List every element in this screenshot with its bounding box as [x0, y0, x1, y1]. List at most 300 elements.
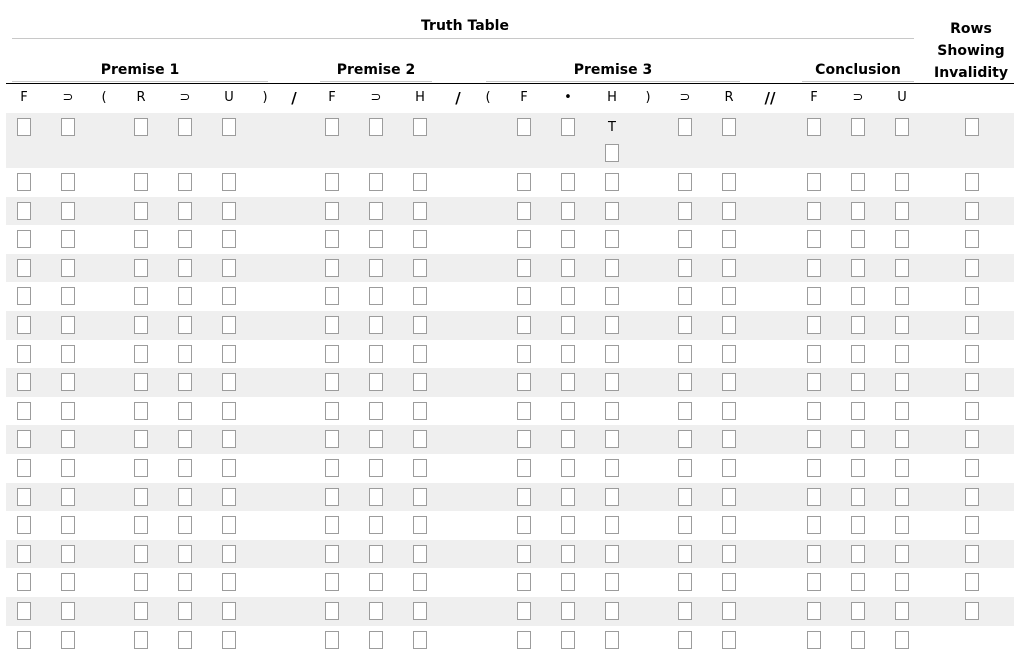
truth-value-input[interactable]	[895, 316, 909, 334]
truth-value-input[interactable]	[807, 488, 821, 506]
truth-value-input[interactable]	[807, 430, 821, 448]
truth-value-input[interactable]	[61, 402, 75, 420]
truth-value-input[interactable]	[222, 173, 236, 191]
truth-value-input[interactable]	[517, 202, 531, 220]
truth-value-input[interactable]	[561, 373, 575, 391]
truth-value-input[interactable]	[178, 287, 192, 305]
truth-value-input[interactable]	[17, 345, 31, 363]
truth-value-input[interactable]	[722, 287, 736, 305]
truth-value-input[interactable]	[222, 430, 236, 448]
truth-value-input[interactable]	[17, 173, 31, 191]
truth-value-input[interactable]	[722, 573, 736, 591]
truth-value-input[interactable]	[369, 202, 383, 220]
truth-value-input[interactable]	[61, 202, 75, 220]
truth-value-input[interactable]	[413, 631, 427, 649]
truth-value-input[interactable]	[17, 631, 31, 649]
truth-value-input[interactable]	[178, 259, 192, 277]
truth-value-input[interactable]	[17, 459, 31, 477]
truth-value-input[interactable]	[517, 488, 531, 506]
truth-value-input[interactable]	[413, 516, 427, 534]
truth-value-input[interactable]	[851, 259, 865, 277]
truth-value-input[interactable]	[895, 545, 909, 563]
truth-value-input[interactable]	[851, 202, 865, 220]
truth-value-input[interactable]	[325, 316, 339, 334]
truth-value-input[interactable]	[807, 602, 821, 620]
truth-value-input[interactable]	[807, 287, 821, 305]
truth-value-input[interactable]	[605, 259, 619, 277]
truth-value-input[interactable]	[325, 259, 339, 277]
truth-value-input[interactable]	[61, 545, 75, 563]
invalidity-checkbox[interactable]	[965, 118, 979, 136]
truth-value-input[interactable]	[678, 118, 692, 136]
truth-value-input[interactable]	[517, 459, 531, 477]
truth-value-input[interactable]	[678, 573, 692, 591]
truth-value-input[interactable]	[17, 573, 31, 591]
truth-value-input[interactable]	[17, 230, 31, 248]
truth-value-input[interactable]	[325, 402, 339, 420]
truth-value-input[interactable]	[807, 402, 821, 420]
truth-value-input[interactable]	[561, 459, 575, 477]
truth-value-input[interactable]	[369, 316, 383, 334]
invalidity-checkbox[interactable]	[965, 173, 979, 191]
truth-value-input[interactable]	[722, 602, 736, 620]
truth-value-input[interactable]	[17, 259, 31, 277]
truth-value-input[interactable]	[61, 287, 75, 305]
truth-value-input[interactable]	[561, 345, 575, 363]
truth-value-input[interactable]	[722, 488, 736, 506]
truth-value-input[interactable]	[678, 488, 692, 506]
truth-value-input[interactable]	[369, 573, 383, 591]
truth-value-input[interactable]	[17, 488, 31, 506]
invalidity-checkbox[interactable]	[965, 545, 979, 563]
truth-value-input[interactable]	[722, 173, 736, 191]
truth-value-input[interactable]	[605, 287, 619, 305]
truth-value-input[interactable]	[134, 345, 148, 363]
truth-value-input[interactable]	[678, 316, 692, 334]
truth-value-input[interactable]	[134, 118, 148, 136]
truth-value-input[interactable]	[413, 488, 427, 506]
truth-value-input[interactable]	[561, 573, 575, 591]
truth-value-input[interactable]	[413, 287, 427, 305]
truth-value-input[interactable]	[678, 516, 692, 534]
truth-value-input[interactable]	[178, 573, 192, 591]
truth-value-input[interactable]	[807, 316, 821, 334]
truth-value-input[interactable]	[851, 230, 865, 248]
truth-value-input[interactable]	[17, 545, 31, 563]
truth-value-input[interactable]	[851, 545, 865, 563]
truth-value-input[interactable]	[517, 345, 531, 363]
truth-value-input[interactable]	[722, 373, 736, 391]
truth-value-input[interactable]	[895, 173, 909, 191]
truth-value-input[interactable]	[605, 202, 619, 220]
truth-value-input[interactable]	[851, 173, 865, 191]
truth-value-input[interactable]	[851, 631, 865, 649]
truth-value-input[interactable]	[605, 459, 619, 477]
truth-value-input[interactable]	[678, 459, 692, 477]
truth-value-input[interactable]	[851, 287, 865, 305]
truth-value-input[interactable]	[178, 173, 192, 191]
truth-value-input[interactable]	[561, 118, 575, 136]
truth-value-input[interactable]	[178, 430, 192, 448]
invalidity-checkbox[interactable]	[965, 402, 979, 420]
truth-value-input[interactable]	[895, 488, 909, 506]
truth-value-input[interactable]	[134, 516, 148, 534]
truth-value-input[interactable]	[605, 345, 619, 363]
truth-value-input[interactable]	[369, 373, 383, 391]
truth-value-input[interactable]	[678, 631, 692, 649]
truth-value-input[interactable]	[895, 602, 909, 620]
truth-value-input[interactable]	[895, 516, 909, 534]
truth-value-input[interactable]	[178, 316, 192, 334]
truth-value-input[interactable]	[134, 459, 148, 477]
truth-value-input[interactable]	[851, 118, 865, 136]
truth-value-input[interactable]	[561, 230, 575, 248]
truth-value-input[interactable]	[561, 316, 575, 334]
invalidity-checkbox[interactable]	[965, 516, 979, 534]
truth-value-input[interactable]	[678, 602, 692, 620]
truth-value-input[interactable]	[722, 345, 736, 363]
truth-value-input[interactable]	[678, 287, 692, 305]
truth-value-input[interactable]	[61, 602, 75, 620]
truth-value-input[interactable]	[61, 345, 75, 363]
truth-value-input[interactable]	[517, 516, 531, 534]
truth-value-input[interactable]	[722, 202, 736, 220]
truth-value-input[interactable]	[851, 516, 865, 534]
truth-value-input[interactable]	[895, 573, 909, 591]
truth-value-input[interactable]	[369, 287, 383, 305]
truth-value-input[interactable]	[134, 573, 148, 591]
truth-value-input[interactable]	[722, 631, 736, 649]
truth-value-input[interactable]	[895, 202, 909, 220]
truth-value-input[interactable]	[807, 118, 821, 136]
invalidity-checkbox[interactable]	[965, 459, 979, 477]
truth-value-input[interactable]	[722, 316, 736, 334]
truth-value-input[interactable]	[895, 430, 909, 448]
truth-value-input[interactable]	[807, 202, 821, 220]
truth-value-input[interactable]	[134, 631, 148, 649]
truth-value-input[interactable]	[17, 402, 31, 420]
truth-value-input[interactable]	[17, 602, 31, 620]
invalidity-checkbox[interactable]	[965, 602, 979, 620]
truth-value-input[interactable]	[517, 573, 531, 591]
truth-value-input[interactable]	[17, 316, 31, 334]
truth-value-input[interactable]	[61, 373, 75, 391]
truth-value-input[interactable]	[61, 516, 75, 534]
invalidity-checkbox[interactable]	[965, 345, 979, 363]
truth-value-input[interactable]	[413, 545, 427, 563]
truth-value-input[interactable]	[517, 230, 531, 248]
truth-value-input[interactable]	[807, 573, 821, 591]
truth-value-input[interactable]	[722, 430, 736, 448]
truth-value-input[interactable]	[222, 602, 236, 620]
truth-value-input[interactable]	[134, 402, 148, 420]
truth-value-input[interactable]	[561, 202, 575, 220]
truth-value-input[interactable]	[561, 430, 575, 448]
truth-value-input[interactable]	[851, 573, 865, 591]
truth-value-input[interactable]	[413, 230, 427, 248]
truth-value-input[interactable]	[807, 631, 821, 649]
truth-value-input[interactable]	[561, 402, 575, 420]
truth-value-input[interactable]	[605, 316, 619, 334]
truth-value-input[interactable]	[895, 373, 909, 391]
truth-value-input[interactable]	[605, 373, 619, 391]
truth-value-input[interactable]	[17, 373, 31, 391]
truth-value-input[interactable]	[517, 373, 531, 391]
truth-value-input[interactable]	[178, 202, 192, 220]
truth-value-input[interactable]	[325, 516, 339, 534]
truth-value-input[interactable]	[722, 459, 736, 477]
truth-value-input[interactable]	[61, 430, 75, 448]
truth-value-input[interactable]	[178, 373, 192, 391]
truth-value-input[interactable]	[369, 631, 383, 649]
truth-value-input[interactable]	[722, 516, 736, 534]
truth-value-input[interactable]	[134, 173, 148, 191]
truth-value-input[interactable]	[222, 259, 236, 277]
truth-value-input[interactable]	[17, 118, 31, 136]
truth-value-input[interactable]	[851, 430, 865, 448]
truth-value-input[interactable]	[413, 173, 427, 191]
truth-value-input[interactable]	[222, 459, 236, 477]
truth-value-input[interactable]	[895, 631, 909, 649]
truth-value-input[interactable]	[561, 173, 575, 191]
truth-value-input[interactable]	[413, 316, 427, 334]
truth-value-input[interactable]	[722, 259, 736, 277]
truth-value-input[interactable]	[134, 373, 148, 391]
truth-value-input[interactable]	[369, 230, 383, 248]
truth-value-input[interactable]	[222, 402, 236, 420]
truth-value-input[interactable]	[722, 545, 736, 563]
truth-value-input[interactable]	[178, 230, 192, 248]
truth-value-input[interactable]	[369, 402, 383, 420]
truth-value-input[interactable]	[561, 545, 575, 563]
truth-value-input[interactable]	[678, 230, 692, 248]
invalidity-checkbox[interactable]	[965, 373, 979, 391]
truth-value-input[interactable]	[413, 373, 427, 391]
invalidity-checkbox[interactable]	[965, 316, 979, 334]
truth-value-input[interactable]	[413, 602, 427, 620]
truth-value-input[interactable]	[61, 173, 75, 191]
truth-value-input[interactable]	[678, 545, 692, 563]
truth-value-input[interactable]	[178, 488, 192, 506]
truth-value-input[interactable]	[807, 545, 821, 563]
truth-value-input[interactable]	[134, 259, 148, 277]
truth-value-input[interactable]	[134, 316, 148, 334]
truth-value-input[interactable]	[807, 230, 821, 248]
truth-value-input[interactable]	[61, 488, 75, 506]
truth-value-input[interactable]	[605, 402, 619, 420]
truth-value-input[interactable]	[222, 287, 236, 305]
truth-value-input[interactable]	[61, 573, 75, 591]
truth-value-input[interactable]	[678, 402, 692, 420]
truth-value-input[interactable]	[605, 173, 619, 191]
truth-value-input[interactable]	[561, 287, 575, 305]
truth-value-input[interactable]	[222, 631, 236, 649]
truth-value-input[interactable]	[851, 373, 865, 391]
truth-value-input[interactable]	[807, 459, 821, 477]
invalidity-checkbox[interactable]	[965, 573, 979, 591]
truth-value-input[interactable]	[722, 402, 736, 420]
truth-value-input[interactable]	[561, 488, 575, 506]
truth-value-input[interactable]	[222, 316, 236, 334]
truth-value-input[interactable]	[517, 602, 531, 620]
truth-value-input[interactable]	[369, 602, 383, 620]
truth-value-input[interactable]	[678, 259, 692, 277]
truth-value-input[interactable]	[895, 259, 909, 277]
truth-value-input[interactable]	[807, 373, 821, 391]
truth-value-input[interactable]	[807, 173, 821, 191]
truth-value-input[interactable]	[325, 173, 339, 191]
truth-value-input[interactable]	[517, 316, 531, 334]
invalidity-checkbox[interactable]	[965, 230, 979, 248]
truth-value-input[interactable]	[561, 631, 575, 649]
truth-value-input[interactable]	[17, 287, 31, 305]
truth-value-input[interactable]	[369, 430, 383, 448]
truth-value-input[interactable]	[325, 602, 339, 620]
truth-value-input[interactable]	[178, 631, 192, 649]
truth-value-input[interactable]	[325, 118, 339, 136]
truth-value-input[interactable]	[895, 459, 909, 477]
truth-value-input[interactable]	[134, 430, 148, 448]
truth-value-input[interactable]	[369, 516, 383, 534]
truth-value-input[interactable]	[369, 459, 383, 477]
truth-value-input[interactable]	[895, 230, 909, 248]
truth-value-input[interactable]	[325, 631, 339, 649]
truth-value-input[interactable]	[178, 345, 192, 363]
truth-value-input[interactable]	[678, 202, 692, 220]
truth-value-input[interactable]	[517, 631, 531, 649]
truth-value-input[interactable]	[222, 573, 236, 591]
truth-value-input[interactable]	[325, 459, 339, 477]
invalidity-checkbox[interactable]	[965, 202, 979, 220]
truth-value-input[interactable]	[61, 259, 75, 277]
truth-value-input[interactable]	[325, 545, 339, 563]
truth-value-input[interactable]	[517, 118, 531, 136]
truth-value-input[interactable]	[851, 402, 865, 420]
truth-value-input[interactable]	[369, 173, 383, 191]
invalidity-checkbox[interactable]	[965, 259, 979, 277]
truth-value-input[interactable]	[413, 459, 427, 477]
truth-value-input[interactable]	[17, 516, 31, 534]
truth-value-input[interactable]	[605, 516, 619, 534]
truth-value-input[interactable]	[325, 488, 339, 506]
truth-value-input[interactable]	[413, 118, 427, 136]
truth-value-input[interactable]	[222, 230, 236, 248]
truth-value-input[interactable]	[325, 373, 339, 391]
truth-value-input[interactable]	[413, 202, 427, 220]
truth-value-input[interactable]	[222, 118, 236, 136]
truth-value-input[interactable]	[678, 430, 692, 448]
truth-value-input[interactable]	[134, 545, 148, 563]
truth-value-input[interactable]	[325, 287, 339, 305]
truth-value-input[interactable]	[561, 602, 575, 620]
truth-value-input[interactable]	[61, 316, 75, 334]
truth-value-input[interactable]	[851, 602, 865, 620]
truth-value-input[interactable]	[369, 118, 383, 136]
truth-value-input[interactable]	[369, 488, 383, 506]
truth-value-input[interactable]	[807, 516, 821, 534]
truth-value-input[interactable]	[561, 259, 575, 277]
truth-value-input[interactable]	[325, 430, 339, 448]
truth-value-input[interactable]	[61, 118, 75, 136]
truth-value-input[interactable]	[325, 202, 339, 220]
truth-value-input[interactable]	[605, 230, 619, 248]
truth-value-input[interactable]	[722, 230, 736, 248]
truth-value-input[interactable]	[178, 545, 192, 563]
truth-value-input[interactable]	[678, 173, 692, 191]
truth-value-input[interactable]	[17, 430, 31, 448]
truth-value-input[interactable]	[222, 516, 236, 534]
truth-value-input[interactable]	[722, 118, 736, 136]
truth-value-input[interactable]	[325, 573, 339, 591]
truth-value-input[interactable]	[61, 631, 75, 649]
truth-value-input[interactable]	[325, 230, 339, 248]
truth-value-input[interactable]	[895, 402, 909, 420]
truth-value-input[interactable]	[807, 259, 821, 277]
truth-value-input[interactable]	[605, 430, 619, 448]
truth-value-input[interactable]	[605, 545, 619, 563]
truth-value-input[interactable]	[134, 230, 148, 248]
invalidity-checkbox[interactable]	[965, 488, 979, 506]
truth-value-input[interactable]	[517, 173, 531, 191]
truth-value-input[interactable]	[178, 459, 192, 477]
truth-value-input[interactable]	[134, 602, 148, 620]
truth-value-input[interactable]	[517, 259, 531, 277]
truth-value-input[interactable]	[178, 602, 192, 620]
truth-value-input[interactable]	[517, 545, 531, 563]
truth-value-input[interactable]	[178, 516, 192, 534]
truth-value-input[interactable]	[222, 345, 236, 363]
truth-value-input[interactable]	[17, 202, 31, 220]
truth-value-input[interactable]	[134, 488, 148, 506]
truth-value-input[interactable]	[325, 345, 339, 363]
truth-value-input[interactable]	[895, 345, 909, 363]
truth-value-input[interactable]	[222, 545, 236, 563]
truth-value-input[interactable]	[413, 573, 427, 591]
truth-value-input[interactable]	[61, 459, 75, 477]
truth-value-input[interactable]	[413, 345, 427, 363]
truth-value-input[interactable]	[605, 602, 619, 620]
truth-value-input[interactable]	[222, 202, 236, 220]
truth-value-input[interactable]	[807, 345, 821, 363]
invalidity-checkbox[interactable]	[965, 430, 979, 448]
truth-value-input[interactable]	[851, 488, 865, 506]
truth-value-input[interactable]	[222, 373, 236, 391]
truth-value-input[interactable]	[178, 402, 192, 420]
truth-value-input[interactable]	[222, 488, 236, 506]
truth-value-input[interactable]	[413, 402, 427, 420]
truth-value-input[interactable]	[605, 573, 619, 591]
truth-value-input[interactable]	[369, 545, 383, 563]
truth-value-input[interactable]	[851, 316, 865, 334]
truth-value-input[interactable]	[134, 287, 148, 305]
truth-value-input[interactable]	[851, 459, 865, 477]
invalidity-checkbox[interactable]	[965, 287, 979, 305]
truth-value-input[interactable]	[517, 287, 531, 305]
truth-value-input[interactable]	[605, 631, 619, 649]
truth-value-input[interactable]	[678, 345, 692, 363]
truth-value-input[interactable]	[561, 516, 575, 534]
truth-value-input[interactable]	[61, 230, 75, 248]
truth-value-input[interactable]	[178, 118, 192, 136]
truth-value-input[interactable]	[851, 345, 865, 363]
truth-value-input[interactable]	[895, 118, 909, 136]
truth-value-input[interactable]	[369, 259, 383, 277]
truth-value-input[interactable]	[517, 430, 531, 448]
truth-value-input[interactable]	[413, 259, 427, 277]
truth-value-input[interactable]	[134, 202, 148, 220]
truth-value-input[interactable]	[895, 287, 909, 305]
truth-value-input[interactable]	[517, 402, 531, 420]
